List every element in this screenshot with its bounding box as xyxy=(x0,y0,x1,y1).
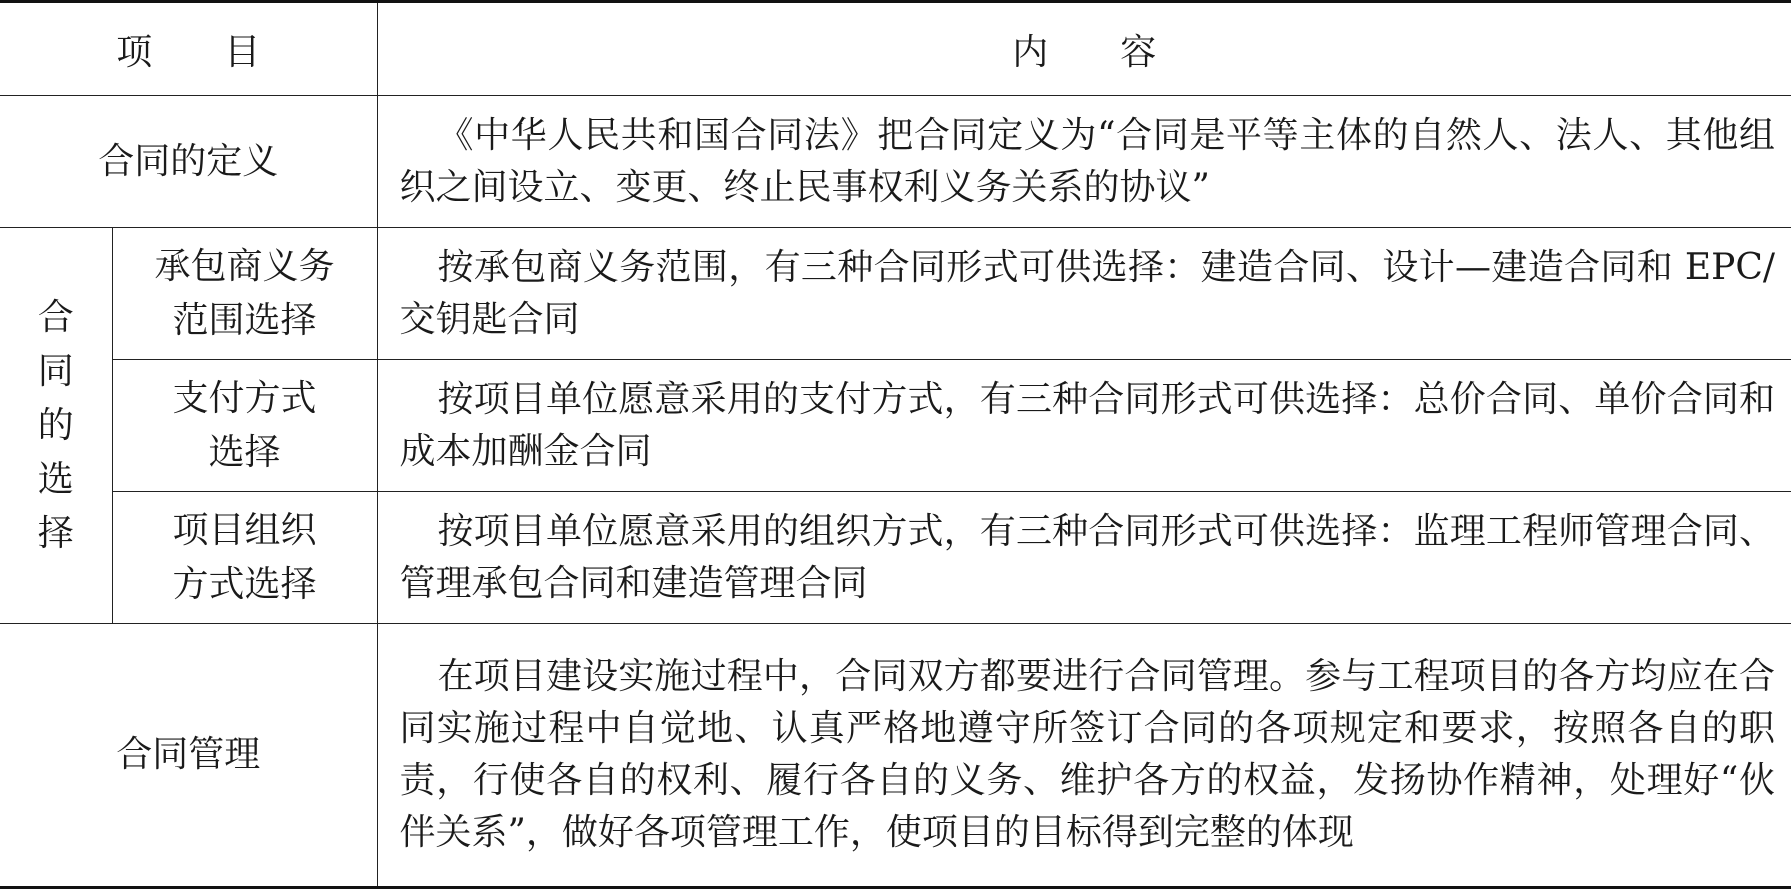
organization-text: 按项目单位愿意采用的组织方式，有三种合同形式可供选择：监理工程师管理合同、管理承包合同和建造管理合同 xyxy=(399,510,1776,604)
management-row xyxy=(0,624,1791,888)
selection-row-scope xyxy=(0,228,1791,360)
scope-label-line1: 承包商义务 xyxy=(154,245,335,287)
management-label-cell xyxy=(0,624,377,888)
organization-content-cell xyxy=(377,492,1791,624)
scope-label-cell xyxy=(112,228,377,360)
selection-group-char: 选 xyxy=(37,458,74,500)
management-text: 在项目建设实施过程中，合同双方都要进行合同管理。参与工程项目的各方均应在合同实施过程中自觉地、认真严格地遵守所签订合同的各项规定和要求，按照各自的职责，行使各自的权利、履行各自的义务、维护各方的权益，发扬协作精神，处理好“伙伴关系”，做好各项管理工作，使项目的目标得到完整的体现 xyxy=(399,656,1776,853)
payment-text: 按项目单位愿意采用的支付方式，有三种合同形式可供选择：总价合同、单价合同和成本加酬金合同 xyxy=(399,378,1776,472)
scope-text: 按承包商义务范围，有三种合同形式可供选择：建造合同、设计—建造合同和 EPC/交钥匙合同 xyxy=(399,246,1776,340)
selection-group-char: 合 xyxy=(37,296,74,338)
selection-group-char: 同 xyxy=(37,350,74,392)
header-item-cell xyxy=(0,2,377,96)
definition-text: 《中华人民共和国合同法》把合同定义为“合同是平等主体的自然人、法人、其他组织之间设立、变更、终止民事权利义务关系的协议” xyxy=(399,114,1776,208)
header-item-label: 项 目 xyxy=(116,31,261,73)
organization-label-line1: 项目组织 xyxy=(172,509,317,551)
payment-label-line2: 选择 xyxy=(208,431,281,473)
header-content-cell xyxy=(377,2,1791,96)
scope-label-line2: 范围选择 xyxy=(172,299,317,341)
selection-row-payment xyxy=(0,360,1791,492)
header-content-label: 内 容 xyxy=(1012,31,1157,73)
definition-label-cell xyxy=(0,96,377,228)
header-row xyxy=(0,2,1791,96)
definition-content-cell xyxy=(377,96,1791,228)
payment-label-line1: 支付方式 xyxy=(172,377,317,419)
selection-row-organization xyxy=(0,492,1791,624)
definition-row xyxy=(0,96,1791,228)
management-content-cell xyxy=(377,624,1791,888)
scope-content-cell xyxy=(377,228,1791,360)
selection-group-label xyxy=(0,228,112,624)
selection-group-char: 择 xyxy=(37,512,74,554)
management-label: 合同管理 xyxy=(116,734,261,775)
payment-label-cell xyxy=(112,360,377,492)
payment-content-cell xyxy=(377,360,1791,492)
organization-label-line2: 方式选择 xyxy=(172,563,317,605)
selection-group-char: 的 xyxy=(37,404,74,446)
definition-label: 合同的定义 xyxy=(98,140,279,182)
organization-label-cell xyxy=(112,492,377,624)
